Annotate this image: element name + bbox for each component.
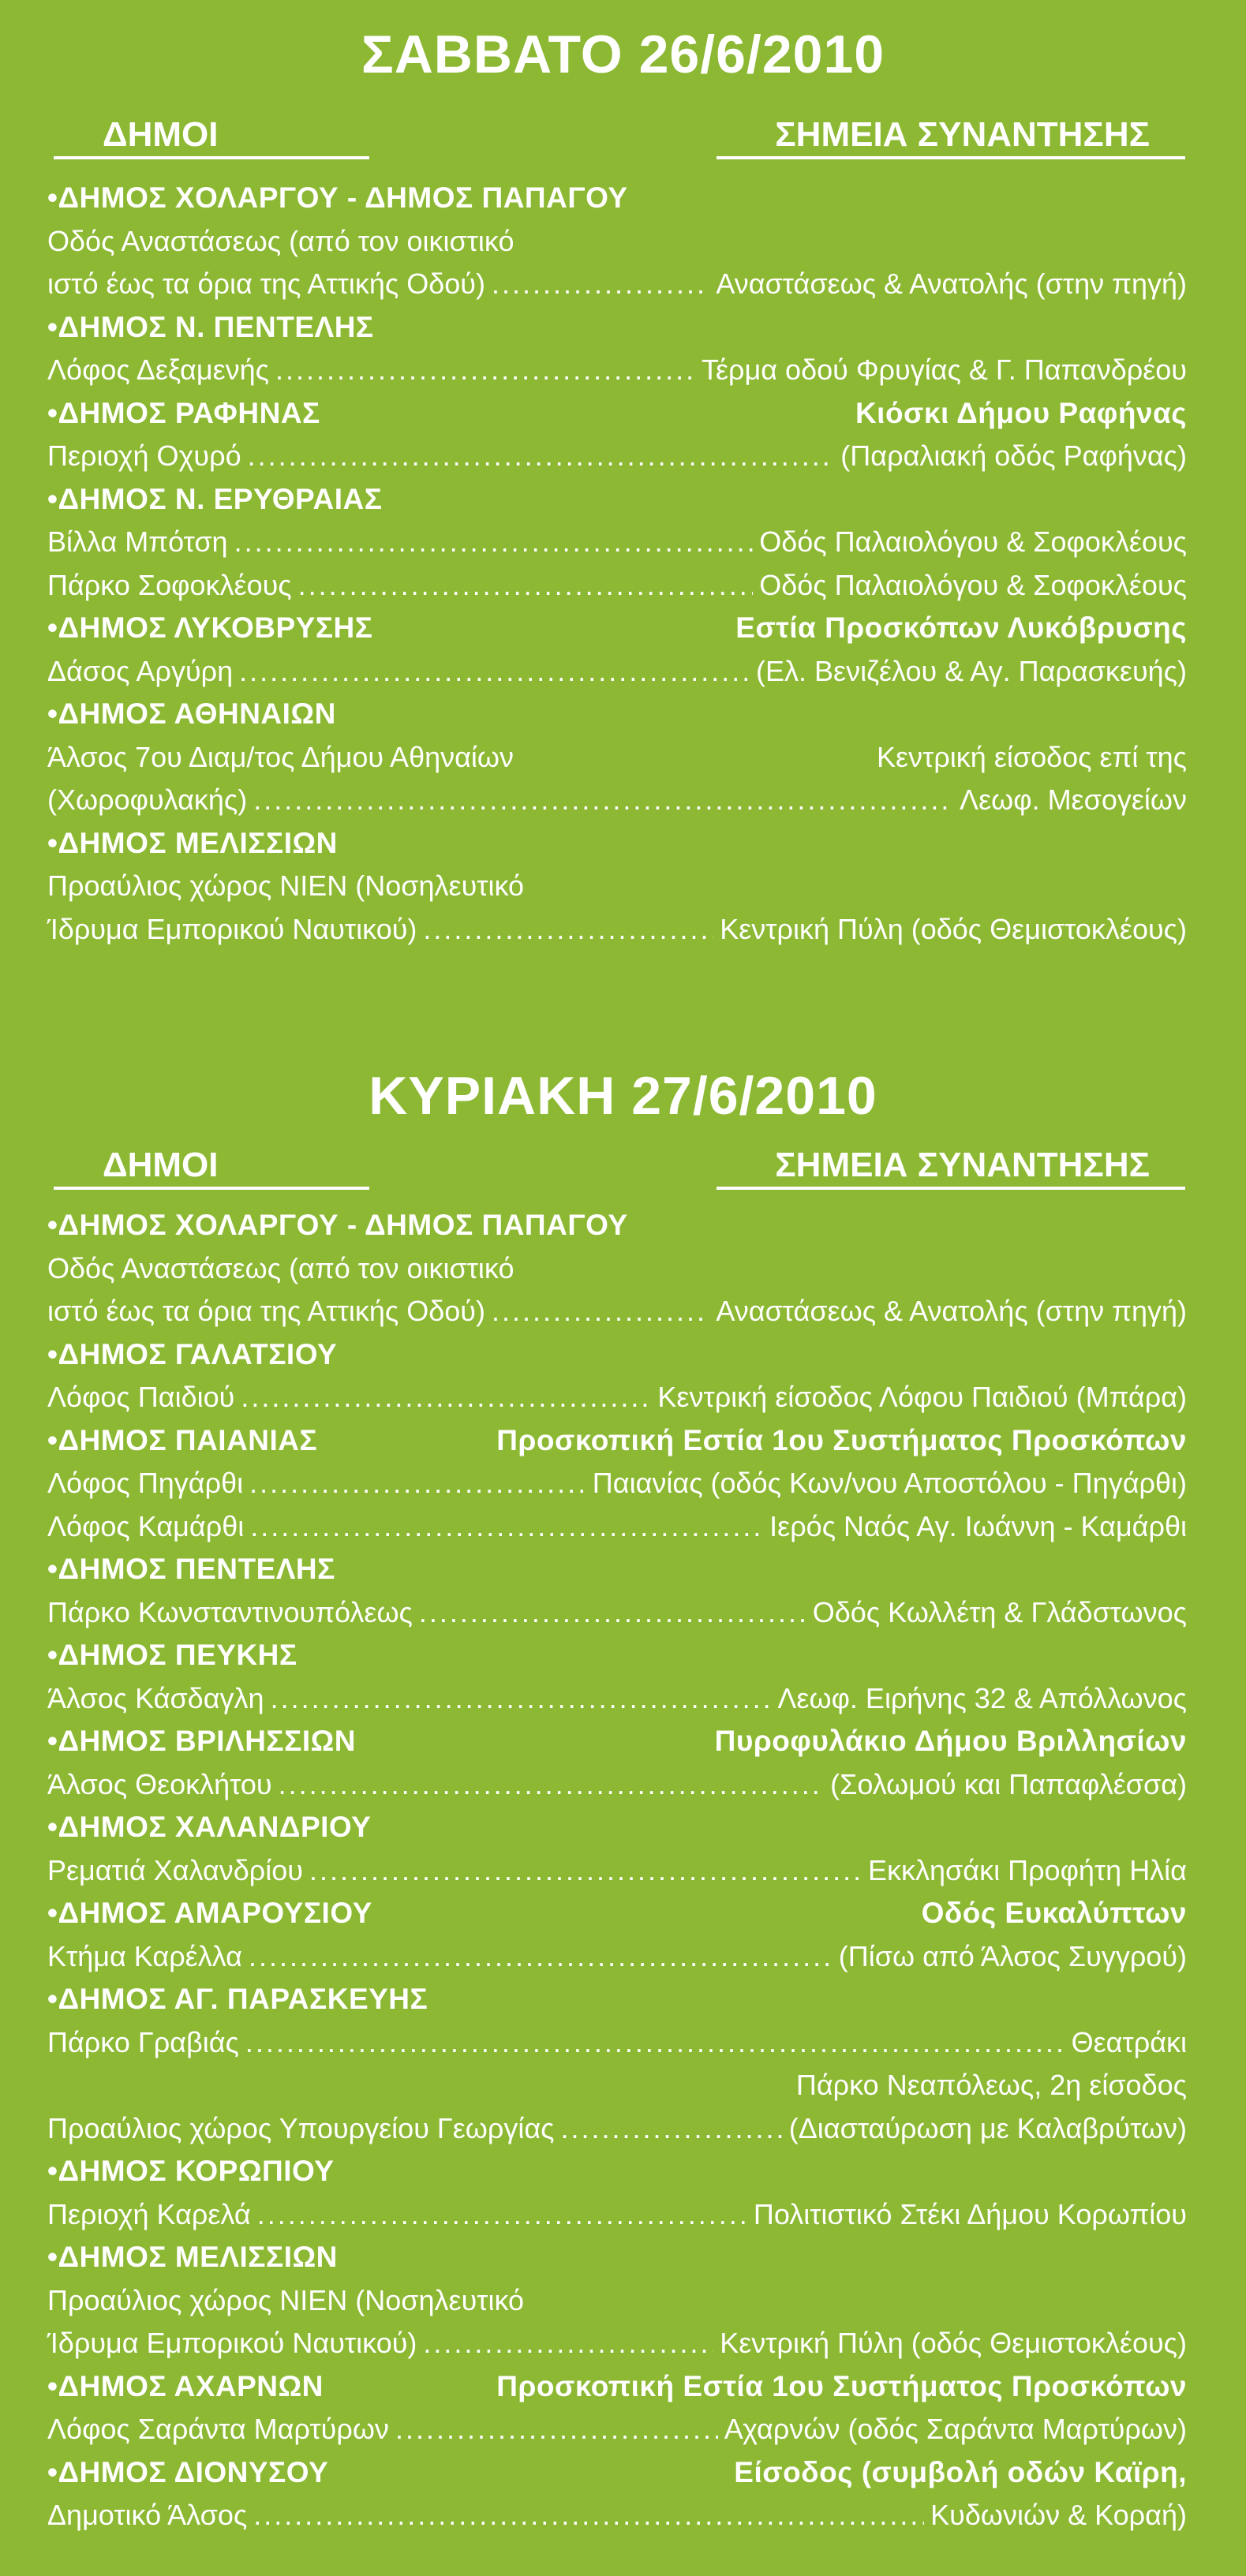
municipality-row (47, 1333, 1187, 1377)
meeting-point: Τέρμα οδού Φρυγίας & Γ. Παπανδρέου (701, 353, 1187, 386)
municipality-row (47, 1978, 1187, 2021)
entries-list (47, 1204, 1187, 2537)
municipality-row (47, 306, 1187, 350)
location-row (47, 1677, 1187, 1721)
municipality-row (47, 392, 1187, 436)
municipality-name: •ΔΗΜΟΣ ΜΕΛΙΣΣΙΩΝ (47, 2241, 338, 2273)
meeting-point: Οδός Παλαιολόγου & Σοφοκλέους (759, 568, 1187, 601)
location-row (47, 1376, 1187, 1419)
meeting-point: Είσοδος (συμβολή οδών Καϊρη, (734, 2455, 1187, 2488)
location-name: ιστό έως τα όρια της Αττικής Οδού) (47, 1295, 485, 1327)
meeting-point: Εστία Προσκόπων Λυκόβρυσης (735, 611, 1187, 644)
location-name: Άλσος Θεοκλήτου (47, 1767, 272, 1800)
section-title: ΣΑΒΒΑΤΟ 26/6/2010 (361, 24, 885, 84)
meeting-point: Αχαρνών (οδός Σαράντα Μαρτύρων) (724, 2413, 1187, 2445)
location-row (47, 1290, 1187, 1333)
location-row (47, 736, 1187, 780)
location-row (47, 349, 1187, 392)
location-row (47, 2021, 1187, 2065)
municipality-row (47, 607, 1187, 650)
meeting-point: Λεωφ. Μεσογείων (960, 783, 1187, 816)
municipality-name: •ΔΗΜΟΣ ΛΥΚΟΒΡΥΣΗΣ (47, 611, 373, 644)
municipality-name: •ΔΗΜΟΣ ΠΕΝΤΕΛΗΣ (47, 1553, 335, 1585)
dot-leader (395, 2408, 718, 2451)
dot-leader (257, 2193, 747, 2237)
meeting-point: Οδός Κωλλέτη & Γλάδστωνος (812, 1595, 1187, 1628)
municipality-name: •ΔΗΜΟΣ ΧΟΛΑΡΓΟΥ - ΔΗΜΟΣ ΠΑΠΑΓΟΥ (47, 181, 628, 214)
location-name: Δημοτικό Άλσος (47, 2499, 248, 2531)
location-name: ιστό έως τα όρια της Αττικής Οδού) (47, 267, 485, 300)
location-row (47, 865, 1187, 908)
municipality-row (47, 1806, 1187, 1849)
dot-leader (249, 1462, 586, 1505)
header-underline-left (54, 1187, 369, 1190)
location-row (47, 2408, 1187, 2451)
municipality-row (47, 2236, 1187, 2279)
location-row (47, 263, 1187, 306)
dot-leader (253, 2494, 924, 2537)
meeting-point: Πυροφυλάκιο Δήμου Βριλλησίων (714, 1725, 1187, 1757)
municipality-name: •ΔΗΜΟΣ ΑΘΗΝΑΙΩΝ (47, 697, 336, 730)
entries-list (47, 177, 1187, 951)
dot-leader (234, 521, 754, 564)
location-name: Ίδρυμα Εμπορικού Ναυτικού) (47, 912, 417, 945)
meeting-point: Οδός Παλαιολόγου & Σοφοκλέους (759, 525, 1187, 558)
dot-leader (271, 1677, 772, 1721)
dot-leader (275, 349, 695, 392)
municipality-name: •ΔΗΜΟΣ ΠΑΙΑΝΙΑΣ (47, 1423, 318, 1456)
dot-leader (561, 2107, 783, 2151)
location-row (47, 650, 1187, 694)
municipality-row (47, 478, 1187, 522)
location-name: Προαύλιος χώρος ΝΙΕΝ (Νοσηλευτικό (47, 869, 525, 902)
header-underline-left (54, 156, 369, 159)
municipality-row (47, 1892, 1187, 1935)
municipality-row (47, 822, 1187, 866)
location-name: Άλσος Κάσδαγλη (47, 1681, 264, 1714)
header-underline-right (717, 1187, 1185, 1190)
location-name: Δάσος Αργύρη (47, 654, 234, 687)
dot-leader (239, 650, 750, 694)
location-name: Προαύλιος χώρος ΝΙΕΝ (Νοσηλευτικό (47, 2283, 525, 2316)
location-name: Λόφος Παιδιού (47, 1381, 235, 1413)
dot-leader (423, 908, 713, 952)
municipality-name: •ΔΗΜΟΣ ΑΜΑΡΟΥΣΙΟΥ (47, 1897, 372, 1929)
location-name: Πάρκο Γραβιάς (47, 2025, 239, 2058)
location-row (47, 2279, 1187, 2323)
dot-leader (249, 1935, 833, 1979)
meeting-point: Αναστάσεως & Ανατολής (στην πηγή) (716, 1295, 1187, 1327)
section-title: ΚΥΡΙΑΚΗ 27/6/2010 (369, 1066, 877, 1126)
municipality-row (47, 2150, 1187, 2193)
meeting-point: Κιόσκι Δήμου Ραφήνας (855, 396, 1187, 429)
dot-leader (248, 435, 835, 478)
municipality-name: •ΔΗΜΟΣ ΠΕΥΚΗΣ (47, 1639, 297, 1671)
meeting-point: Λεωφ. Ειρήνης 32 & Απόλλωνος (777, 1681, 1187, 1714)
location-row (47, 1849, 1187, 1893)
location-name: Ρεματιά Χαλανδρίου (47, 1853, 303, 1886)
column-header-meeting-points: ΣΗΜΕΙΑ ΣΥΝΑΝΤΗΣΗΣ (775, 1146, 1150, 1184)
municipality-name: •ΔΗΜΟΣ Ν. ΕΡΥΘΡΑΙΑΣ (47, 482, 383, 515)
location-name: Λόφος Σαράντα Μαρτύρων (47, 2413, 389, 2445)
municipality-name: •ΔΗΜΟΣ Ν. ΠΕΝΤΕΛΗΣ (47, 310, 374, 343)
location-name: Άλσος 7ου Διαμ/τος Δήμου Αθηναίων (47, 740, 514, 773)
meeting-point: Κυδωνιών & Κοραή) (930, 2499, 1187, 2531)
location-name: Λόφος Δεξαμενής (47, 353, 270, 386)
dot-leader (250, 1505, 763, 1549)
location-row (47, 908, 1187, 952)
meeting-point: Πάρκο Νεαπόλεως, 2η είσοδος (795, 2069, 1187, 2101)
location-name: Πάρκο Σοφοκλέους (47, 568, 292, 601)
municipality-row (47, 2365, 1187, 2409)
municipality-name: •ΔΗΜΟΣ ΧΑΛΑΝΔΡΙΟΥ (47, 1811, 372, 1843)
dot-leader (298, 564, 754, 608)
location-row (47, 2322, 1187, 2365)
dot-leader (309, 1849, 862, 1893)
location-row (47, 1591, 1187, 1635)
municipality-name: •ΔΗΜΟΣ ΒΡΙΛΗΣΣΙΩΝ (47, 1725, 357, 1757)
municipality-name: •ΔΗΜΟΣ ΧΟΛΑΡΓΟΥ - ΔΗΜΟΣ ΠΑΠΑΓΟΥ (47, 1209, 628, 1241)
meeting-point: Εκκλησάκι Προφήτη Ηλία (868, 1853, 1187, 1886)
location-name: Οδός Αναστάσεως (από τον οικιστικό (47, 224, 514, 257)
municipality-row (47, 1419, 1187, 1463)
meeting-point: Κεντρική είσοδος Λόφου Παιδιού (Μπάρα) (657, 1381, 1187, 1413)
location-name: Κτήμα Καρέλλα (47, 1939, 242, 1972)
location-row (47, 521, 1187, 564)
header-underline-right (717, 156, 1185, 159)
location-row (47, 1462, 1187, 1505)
location-name: Περιοχή Οχυρό (47, 439, 241, 472)
dot-leader (279, 1763, 825, 1807)
municipality-row (47, 1634, 1187, 1677)
dot-leader (253, 779, 953, 822)
meeting-point: Προσκοπική Εστία 1ου Συστήματος Προσκόπων (496, 2369, 1187, 2402)
municipality-row (47, 1548, 1187, 1591)
location-name: (Χωροφυλακής) (47, 783, 248, 816)
municipality-name: •ΔΗΜΟΣ ΜΕΛΙΣΣΙΩΝ (47, 826, 338, 859)
meeting-point: Κεντρική Πύλη (οδός Θεμιστοκλέους) (720, 912, 1187, 945)
dot-leader (492, 1290, 709, 1333)
municipality-name: •ΔΗΜΟΣ ΓΑΛΑΤΣΙΟΥ (47, 1337, 338, 1370)
location-row (47, 564, 1187, 608)
location-row (47, 779, 1187, 822)
location-row (47, 2064, 1187, 2107)
column-header-meeting-points: ΣΗΜΕΙΑ ΣΥΝΑΝΤΗΣΗΣ (775, 115, 1150, 154)
location-row (47, 1935, 1187, 1979)
dot-leader (419, 1591, 806, 1635)
meeting-point: (Παραλιακή οδός Ραφήνας) (840, 439, 1187, 472)
municipality-name: •ΔΗΜΟΣ ΑΓ. ΠΑΡΑΣΚΕΥΗΣ (47, 1983, 428, 2015)
meeting-point: (Διασταύρωση με Καλαβρύτων) (788, 2111, 1187, 2144)
meeting-point: Οδός Ευκαλύπτων (921, 1897, 1187, 1929)
meeting-point: (Πίσω από Άλσος Συγγρού) (838, 1939, 1187, 1972)
location-row (47, 1505, 1187, 1549)
location-row (47, 2193, 1187, 2237)
municipality-name: •ΔΗΜΟΣ ΔΙΟΝΥΣΟΥ (47, 2455, 329, 2488)
meeting-point: (Ελ. Βενιζέλου & Αγ. Παρασκευής) (756, 654, 1187, 687)
municipality-row (47, 2451, 1187, 2495)
meeting-point: Προσκοπική Εστία 1ου Συστήματος Προσκόπων (496, 1423, 1187, 1456)
location-row (47, 2494, 1187, 2537)
municipality-row (47, 1204, 1187, 1247)
municipality-name: •ΔΗΜΟΣ ΚΟΡΩΠΙΟΥ (47, 2155, 335, 2187)
municipality-name: •ΔΗΜΟΣ ΡΑΦΗΝΑΣ (47, 396, 320, 429)
meeting-point: Αναστάσεως & Ανατολής (στην πηγή) (716, 267, 1187, 300)
location-row (47, 435, 1187, 478)
location-name: Οδός Αναστάσεως (από τον οικιστικό (47, 1251, 514, 1284)
location-row (47, 1247, 1187, 1291)
meeting-point: Θεατράκι (1071, 2025, 1187, 2058)
location-name: Βίλλα Μπότση (47, 525, 228, 558)
dot-leader (245, 2021, 1065, 2065)
column-header-municipalities: ΔΗΜΟΙ (103, 115, 219, 154)
location-name: Περιοχή Καρελά (47, 2197, 251, 2230)
municipality-row (47, 177, 1187, 220)
municipality-name: •ΔΗΜΟΣ ΑΧΑΡΝΩΝ (47, 2369, 324, 2402)
meeting-point: Κεντρική Πύλη (οδός Θεμιστοκλέους) (720, 2327, 1187, 2359)
location-row (47, 220, 1187, 264)
location-row (47, 2107, 1187, 2151)
location-name: Λόφος Πηγάρθι (47, 1467, 244, 1499)
dot-leader (492, 263, 709, 306)
location-name: Ίδρυμα Εμπορικού Ναυτικού) (47, 2327, 417, 2359)
location-name: Προαύλιος χώρος Υπουργείου Γεωργίας (47, 2111, 555, 2144)
location-row (47, 1763, 1187, 1807)
meeting-point: Ιερός Ναός Αγ. Ιωάννη - Καμάρθι (769, 1509, 1187, 1542)
meeting-point: (Σολωμού και Παπαφλέσσα) (830, 1767, 1187, 1800)
location-name: Πάρκο Κωνσταντινουπόλεως (47, 1595, 413, 1628)
meeting-point: Κεντρική είσοδος επί της (877, 740, 1187, 773)
municipality-row (47, 693, 1187, 736)
meeting-point: Παιανίας (οδός Κων/νου Αποστόλου - Πηγάρθι) (592, 1467, 1187, 1499)
dot-leader (241, 1376, 651, 1419)
location-name: Λόφος Καμάρθι (47, 1509, 245, 1542)
meeting-point: Πολιτιστικό Στέκι Δήμου Κορωπίου (753, 2197, 1187, 2230)
dot-leader (423, 2322, 713, 2365)
municipality-row (47, 1720, 1187, 1763)
column-header-municipalities: ΔΗΜΟΙ (103, 1146, 219, 1184)
